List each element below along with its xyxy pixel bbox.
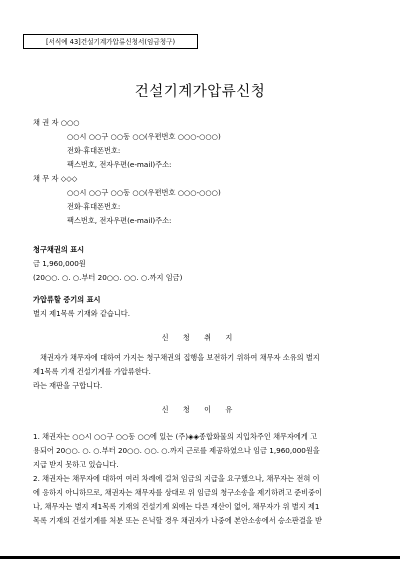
- reason-2-line-4: 목록 기재의 건설기계를 처분 또는 은닉할 경우 채권자가 나중에 본안소송에서 승소판결을 받: [33, 516, 322, 525]
- creditor-address: ○○시 ○○구 ○○동 ○○(우편번호 ○○○-○○○): [67, 132, 221, 141]
- bottom-divider: [0, 556, 400, 559]
- reason-1-line-1: 1. 채권자는 ○○시 ○○구 ○○동 ○○에 있는 (주)◈◈종합화물의 지입차주인 채무자에게 고: [33, 432, 318, 441]
- reason-1-line-2: 용되어 20○○. ○. ○.부터 20○○. ○○. ○.까지 근로를 제공하였으나 임금 1,960,000원을: [33, 446, 320, 455]
- document-title: 건설기계가압류신청: [134, 84, 266, 100]
- target-heading: 가압류할 증기의 표시: [33, 295, 101, 304]
- creditor-label: 채 권 자 ○○○: [33, 118, 80, 127]
- reason-1-line-3: 지급 받지 못하고 있습니다.: [33, 460, 119, 469]
- debtor-address: ○○시 ○○구 ○○동 ○○(우편번호 ○○○-○○○): [67, 188, 221, 197]
- purpose-line-3: 라는 재판을 구합니다.: [33, 381, 103, 390]
- creditor-name: ○○○: [60, 118, 80, 127]
- purpose-heading: 신 청 취 지: [161, 333, 239, 342]
- debtor-label: 채 무 자 ◇◇◇: [33, 174, 78, 183]
- debtor-name: ◇◇◇: [60, 174, 78, 183]
- form-number-label: [서식예 43]건설기계가압류신청서(임금청구): [23, 34, 198, 49]
- creditor-phone: 전화·휴대폰번호:: [67, 146, 121, 155]
- claim-period: (20○○. ○. ○.부터 20○○. ○○. ○.까지 임금): [33, 273, 183, 282]
- debtor-phone: 전화·휴대폰번호:: [67, 202, 121, 211]
- target-text: 별지 제1목록 기재와 같습니다.: [33, 309, 131, 318]
- creditor-fax-email: 팩스번호, 전자우편(e-mail)주소:: [67, 160, 172, 169]
- claim-heading: 청구채권의 표시: [33, 245, 85, 254]
- claim-amount: 금 1,960,000원: [33, 259, 86, 268]
- reason-2-line-1: 2. 채권자는 채무자에 대하여 여러 차례에 걸쳐 임금의 지급을 요구했으나, 채무자는 전혀 이: [33, 474, 320, 483]
- reasons-heading: 신 청 이 유: [161, 405, 239, 414]
- reason-2-line-3: 나, 채무자는 별지 제1목록 기재의 건설기계 외에는 다른 재산이 없어, 채무자가 위 별지 제1: [33, 502, 320, 511]
- purpose-line-1: 채권자가 채무자에 대하여 가지는 청구채권의 집행을 보전하기 위하여 채무자 소유의 별지: [40, 353, 320, 362]
- reason-2-line-2: 에 응하지 아니하므로, 채권자는 채무자를 상대로 위 임금의 청구소송을 제기하려고 준비중이: [33, 488, 322, 497]
- purpose-line-2: 제1목록 기재 건설기계를 가압류한다.: [33, 367, 151, 376]
- debtor-fax-email: 팩스번호, 전자우편(e-mail)주소:: [67, 216, 172, 225]
